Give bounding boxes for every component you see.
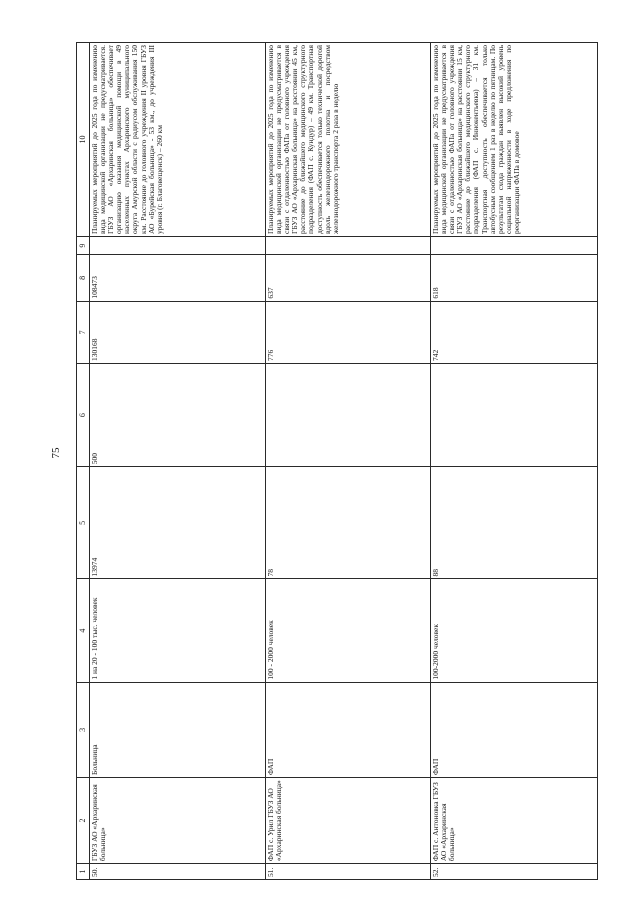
col-header: 1 (77, 864, 90, 880)
value-col9 (266, 236, 431, 254)
facility-type: ФАП (431, 682, 598, 777)
col-header: 8 (77, 255, 90, 302)
table-row (90, 43, 266, 880)
value-col5: 78 (266, 467, 431, 579)
col-header: 2 (77, 777, 90, 863)
col-header: 3 (77, 682, 90, 777)
population-norm: 100-2000 человек (431, 579, 598, 682)
row-number: 51. (266, 864, 431, 880)
facility-type: ФАП (266, 682, 431, 777)
col-header: 5 (77, 467, 90, 579)
col-header: 6 (77, 364, 90, 467)
row-number: 50. (90, 864, 266, 880)
value-col8: 618 (431, 255, 598, 302)
table-row (431, 43, 598, 880)
col-header: 4 (77, 579, 90, 682)
value-col5: 88 (431, 467, 598, 579)
value-col7: 776 (266, 301, 431, 363)
note-text: Планируемых мероприятий до 2025 года по изменению вида медицинской организации не предусматривается. ГБУЗ АО «Архаринская больница» обеспечивает организацию оказания медицинской помощи в 49 населенных пунктах Архаринского муниципального округа Амурской области с радиусом обслуживания 150 км. Расстояние до головного учреждения II уровня ГБУЗ АО «Бурейская больница» - 53 км., до учреждения III уровня (г. Благовещенск) – 260 км (90, 45, 164, 234)
data-table (76, 42, 598, 880)
page-number: 75 (50, 447, 62, 459)
facility-name: ГБУЗ АО «Архаринская больница» (90, 777, 266, 863)
value-col8: 637 (266, 255, 431, 302)
value-col9 (431, 236, 598, 254)
facility-name: ФАП с. Урил ГБУЗ АО «Архаринская больница» (266, 777, 431, 863)
facility-type: Больница (90, 682, 266, 777)
value-col8: 108473 (90, 255, 266, 302)
note-text: Планируемых мероприятий до 2025 года по изменению вида медицинской организации не предусматривается в связи с отдаленностью ФАПа от головного учреждения ГБУЗ АО «Архаринская больница» на расстоянии 45 км, расстояние до ближайшего медицинского структурного подразделения (ФАП с. Кундур) – 49 км. Транспортная доступность обеспечивается только технической дорогой вдоль железнодорожного полотна и посредством железнодорожного транспорта 2 раза в неделю (266, 45, 340, 234)
note-cell (431, 43, 598, 237)
value-col9 (90, 236, 266, 254)
value-col6 (431, 364, 598, 467)
col-header: 9 (77, 236, 90, 254)
facility-name: ФАП с. Антоновка ГБУЗ АО «Архаринская больница» (431, 777, 598, 863)
value-col7: 130168 (90, 301, 266, 363)
table-wrapper (76, 42, 594, 880)
value-col6: 500 (90, 364, 266, 467)
note-cell (266, 43, 431, 237)
value-col6 (266, 364, 431, 467)
row-number: 52. (431, 864, 598, 880)
value-col5: 13974 (90, 467, 266, 579)
note-cell (90, 43, 266, 237)
population-norm: 100 - 2000 человек (266, 579, 431, 682)
value-col7: 742 (431, 301, 598, 363)
header-row (77, 43, 90, 880)
population-norm: 1 на 20 - 100 тыс. человек (90, 579, 266, 682)
table-row (266, 43, 431, 880)
col-header: 10 (77, 43, 90, 237)
col-header: 7 (77, 301, 90, 363)
note-text: Планируемых мероприятий до 2025 года по изменению вида медицинской организации не предусматривается в связи с отдаленностью ФАПа от головного учреждения ГБУЗ АО «Архаринская больница» на расстоянии 15 км, расстояние до ближайшего медицинского структурного подразделения (ФАП с. Иннокентьевка) – 31 км. Транспортная доступность обеспечивается только автобусным сообщением 1 раз в неделю по пятницам. По результатам схода граждан выявлен высокий уровень социальной напряженности в ходе предложения по реорганизации ФАПа в домовое (431, 45, 521, 234)
